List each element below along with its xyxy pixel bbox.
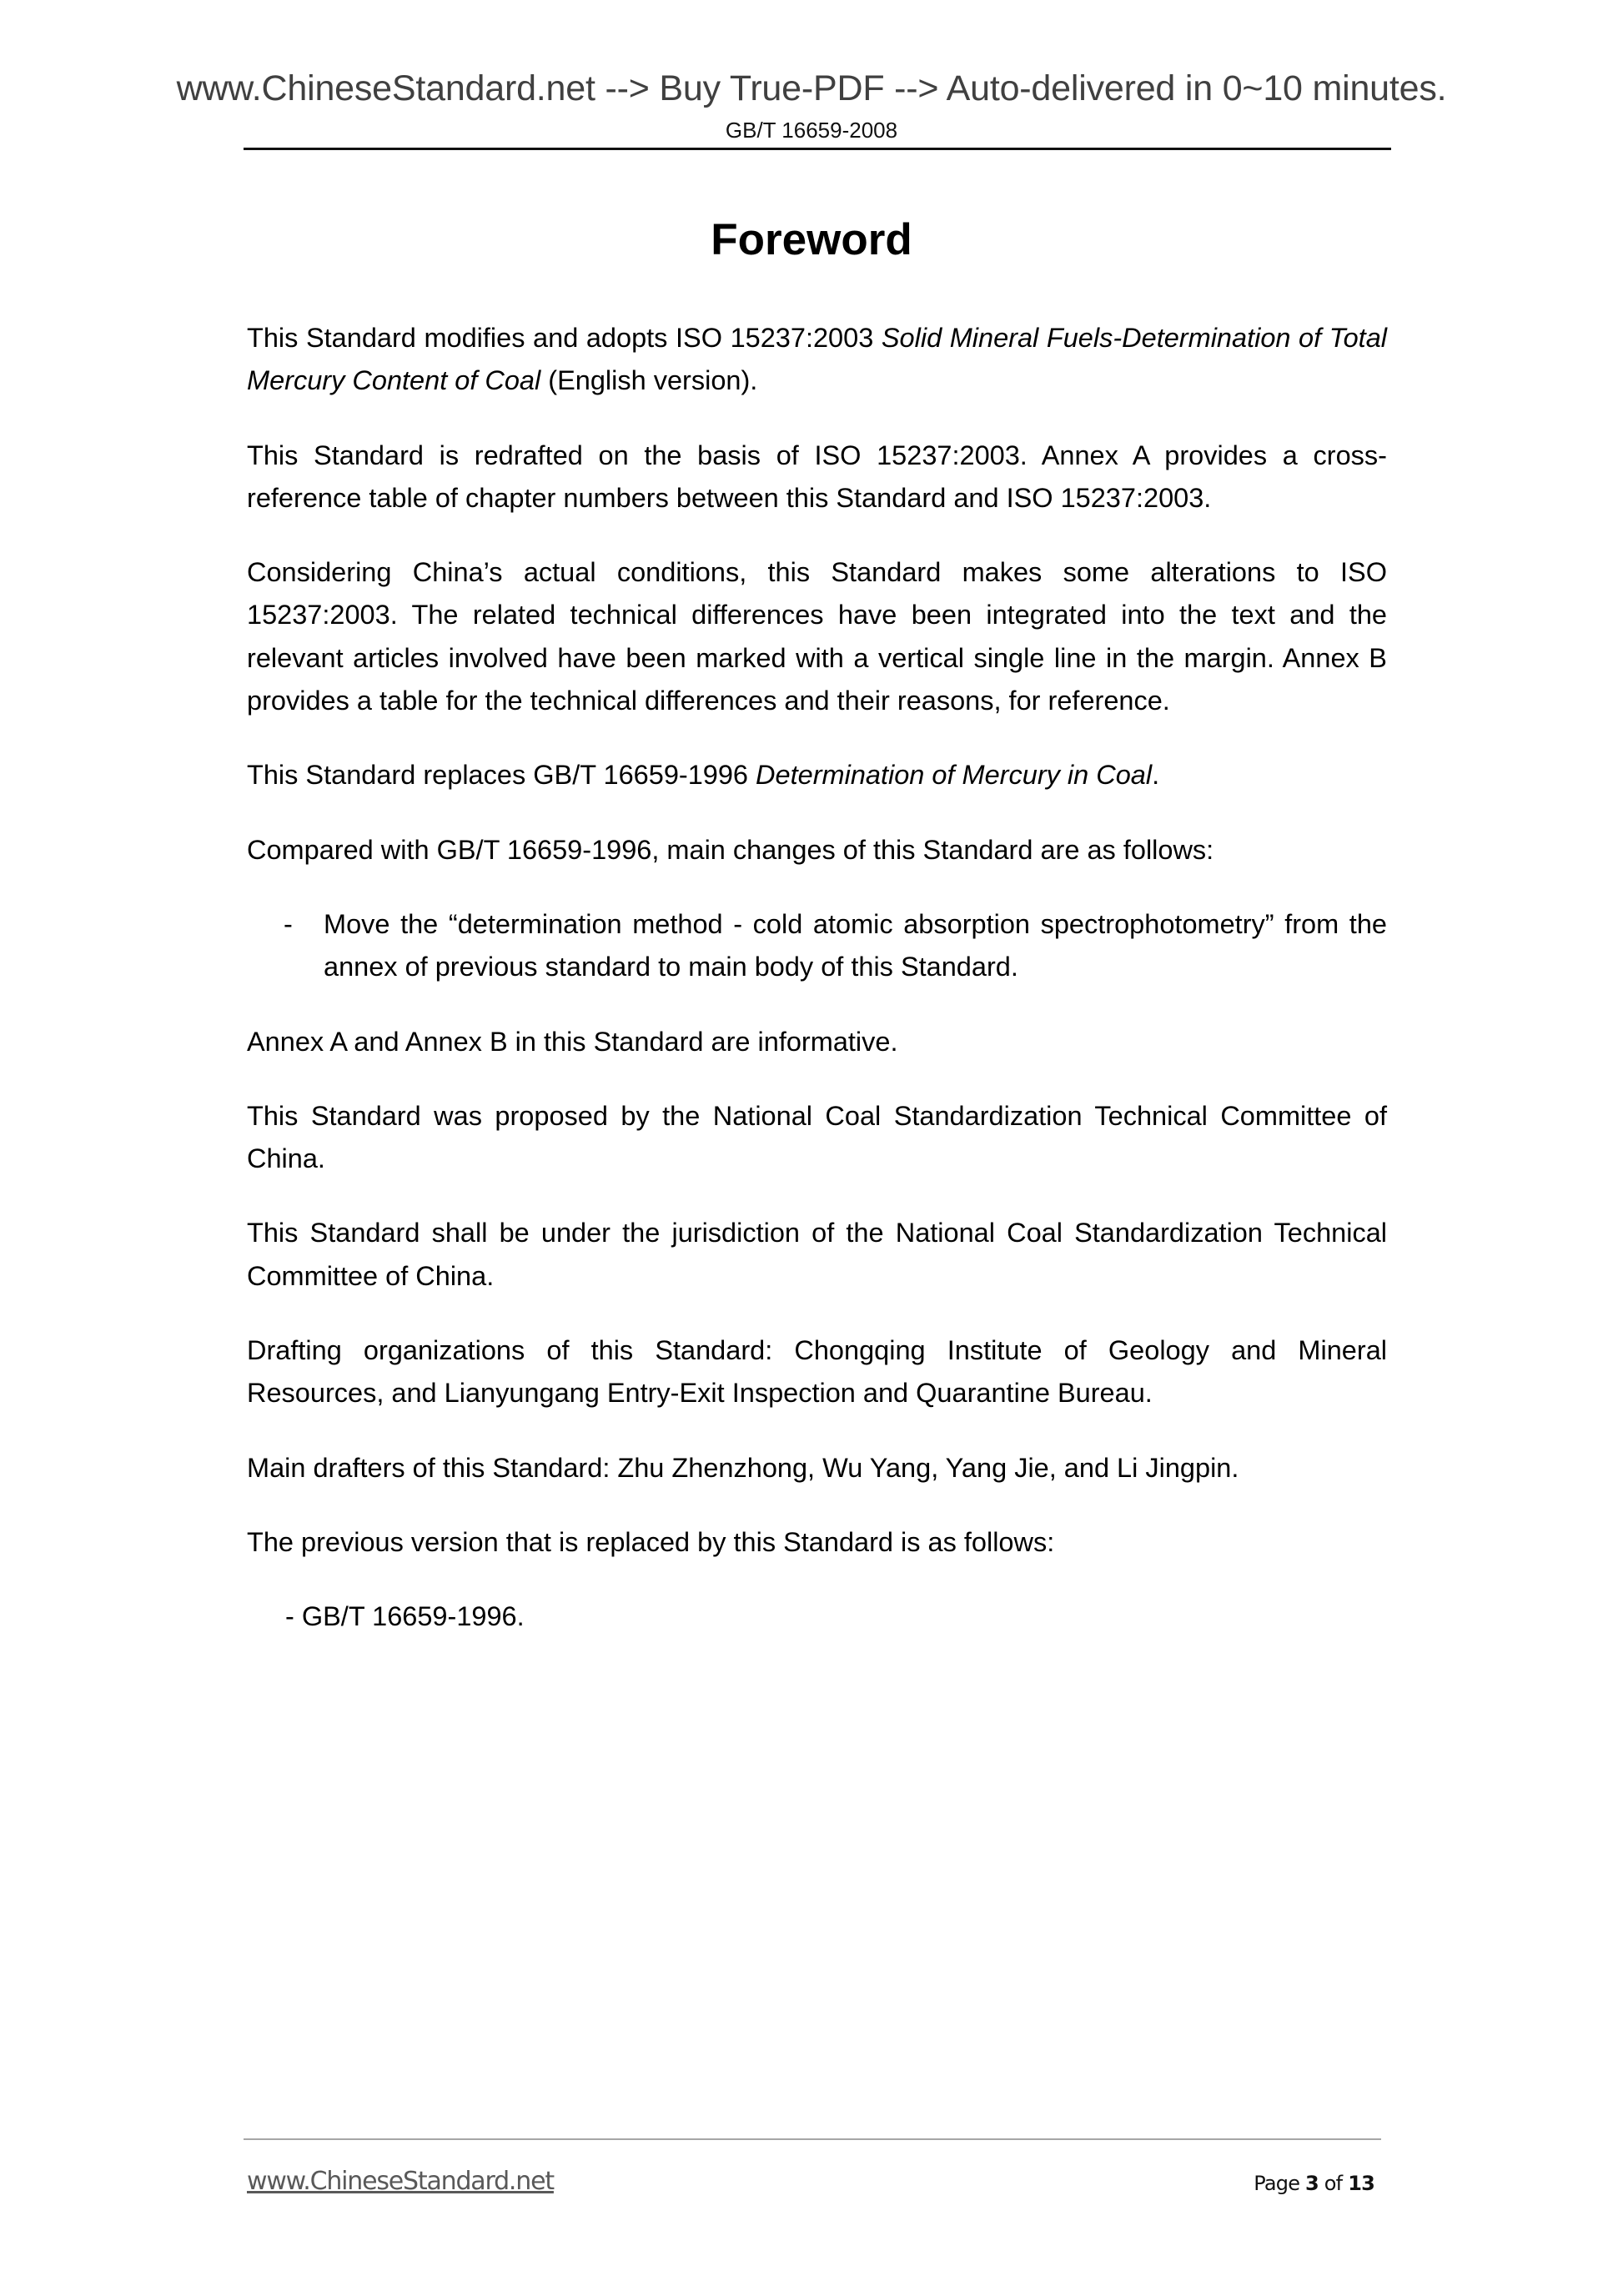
page-label: Page	[1254, 2172, 1300, 2195]
header-divider	[244, 148, 1391, 150]
header-banner: www.ChineseStandard.net --> Buy True-PDF --> Auto-delivered in 0~10 minutes.	[176, 68, 1447, 108]
text: This Standard replaces GB/T 16659-1996	[247, 760, 756, 791]
text: .	[1152, 760, 1160, 791]
footer-website-link[interactable]: www.ChineseStandard.net	[247, 2167, 554, 2196]
text: (English version).	[540, 365, 758, 396]
paragraph-changes-intro: Compared with GB/T 16659-1996, main changes of this Standard are as follows:	[247, 834, 1214, 865]
page-total: 13	[1348, 2172, 1374, 2195]
paragraph-alterations: Considering China’s actual conditions, this Standard makes some alterations to ISO 15237:2003. The related technical differences have been integrated into the text and the relevant articles involved have been marked with a vertical single line in the margin. Annex B provides a table for the technical differences and their reasons, for reference.	[247, 557, 1387, 716]
paragraph-annexes: Annex A and Annex B in this Standard are informative.	[247, 1026, 898, 1057]
page-title: Foreword	[711, 215, 912, 264]
list-marker: -	[284, 908, 293, 939]
paragraph-proposed-by: This Standard was proposed by the National Coal Standardization Technical Committee of China.	[247, 1100, 1387, 1174]
paragraph-redrafted: This Standard is redrafted on the basis of ISO 15237:2003. Annex A provides a cross-reference table of chapter numbers between this Standard and ISO 15237:2003.	[247, 440, 1387, 513]
paragraph-adoption	[247, 317, 1387, 403]
footer-divider	[244, 2138, 1381, 2140]
list-item-previous-version: - GB/T 16659-1996.	[285, 1601, 525, 1632]
paragraph-drafting-organizations: Drafting organizations of this Standard: Chongqing Institute of Geology and Mineral Resources, and Lianyungang Entry-Exit Inspection and Quarantine Bureau.	[247, 1335, 1387, 1409]
list-item-text: Move the “determination method - cold atomic absorption spectrophotometry” from the annex of previous standard to main body of this Standard.	[324, 908, 1387, 982]
document-number: GB/T 16659-2008	[725, 118, 898, 143]
paragraph-drafters: Main drafters of this Standard: Zhu Zhenzhong, Wu Yang, Yang Jie, and Li Jingpin.	[247, 1452, 1239, 1483]
paragraph-previous-version-intro: The previous version that is replaced by this Standard is as follows:	[247, 1526, 1055, 1557]
list-item-change	[247, 903, 1387, 989]
replaced-standard-title: Determination of Mercury in Coal	[756, 760, 1153, 791]
page-indicator	[1254, 2169, 1374, 2198]
page-current: 3	[1305, 2172, 1319, 2195]
paragraph-replaces	[247, 754, 1387, 796]
foreword-body	[247, 317, 1387, 1671]
page-of: of	[1324, 2172, 1343, 2195]
paragraph-jurisdiction: This Standard shall be under the jurisdiction of the National Coal Standardization Technical Committee of China.	[247, 1218, 1387, 1291]
text: This Standard modifies and adopts ISO 15237:2003	[247, 323, 882, 353]
iso-title: Solid Mineral Fuels-Determination of Total Mercury Content of Coal	[247, 323, 1388, 396]
